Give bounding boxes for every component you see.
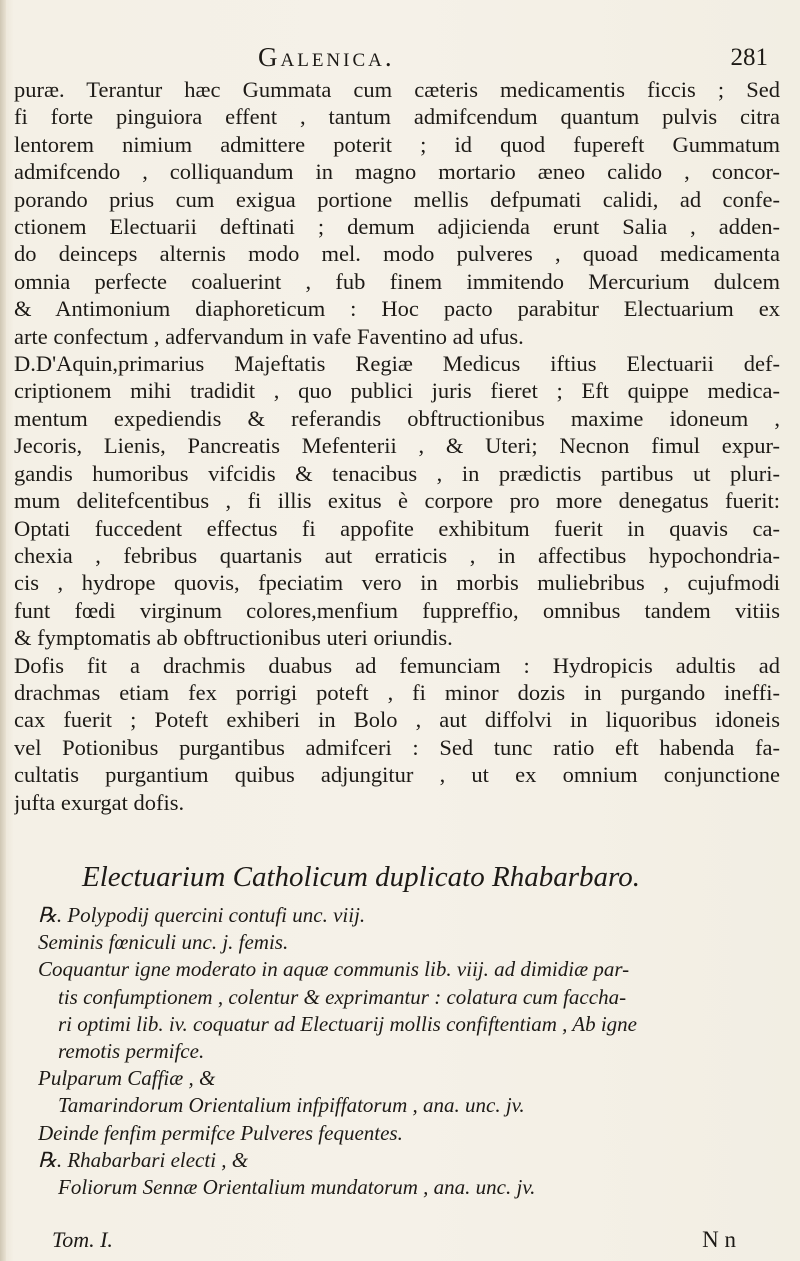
recipe-line: Tamarindorum Orientalium infpiffatorum , ana. unc. jv.	[58, 1093, 525, 1118]
text-line: funt fœdi virginum colores,menfium fuppreffio, omnibus tandem vitiis	[14, 597, 780, 623]
recipe-title: Electuarium Catholicum duplicato Rhabarbaro.	[82, 861, 640, 893]
text-line: Optati fuccedent effectus fi appofite exhibitum fuerit in quavis ca-	[14, 515, 780, 541]
volume-mark: Tom. I.	[52, 1227, 113, 1252]
text-line: cultatis purgantium quibus adjungitur , ut ex omnium conjunctione	[14, 762, 780, 788]
text-line: jufta exurgat dofis.	[14, 789, 185, 815]
recipe-line: ri optimi lib. iv. coquatur ad Electuarij mollis confiftentiam , Ab igne	[58, 1011, 638, 1036]
recipe-line: ℞. Rhabarbari electi , &	[38, 1147, 249, 1172]
recipe-line: tis confumptionem , colentur & exprimantur : colatura cum faccha-	[58, 984, 627, 1009]
text-line: fi forte pinguiora effent , tantum admifcendum quantum pulvis citra	[14, 104, 780, 130]
text-line: lentorem nimium admittere poterit ; id quod fupereft Gummatum	[14, 131, 780, 157]
text-line: omnia perfecte coaluerint , fub finem immitendo Mercurium dulcem	[14, 268, 780, 294]
text-line: vel Potionibus purgantibus admifceri : Sed tunc ratio eft habenda fa-	[14, 734, 780, 760]
text-line: D.D'Aquin,primarius Majeftatis Regiæ Medicus iftius Electuarii def-	[14, 351, 780, 377]
recipe-line: Coquantur igne moderato in aquæ communis lib. viij. ad dimidiæ par-	[38, 957, 630, 982]
recipe-line: Seminis fœniculi unc. j. femis.	[38, 930, 289, 955]
text-line: gandis humoribus vifcidis & tenacibus , in prædictis partibus ut pluri-	[14, 460, 780, 486]
text-line: do deinceps alternis modo mel. modo pulveres , quoad medicamenta	[14, 241, 780, 267]
text-line: cis , hydrope quovis, fpeciatim vero in morbis muliebribus , cujufmodi	[14, 570, 780, 596]
text-line: & fymptomatis ab obftructionibus uteri oriundis.	[14, 625, 453, 651]
text-line: arte confectum , adfervandum in vafe Faventino ad ufus.	[14, 323, 524, 349]
recipe-line: remotis permifce.	[58, 1039, 205, 1064]
text-line: Dofis fit a drachmis duabus ad femunciam : Hydropicis adultis ad	[14, 652, 780, 678]
page-footer	[52, 1227, 782, 1255]
recipe-line: Pulparum Caffiæ , &	[38, 1066, 216, 1091]
running-title: Galenica.	[258, 42, 395, 72]
recipe-line: ℞. Polypodij quercini contufi unc. viij.	[38, 903, 366, 927]
text-line: ctionem Electuarii deftinati ; demum adjicienda erunt Salia , adden-	[14, 214, 780, 240]
text-line: mentum expediendis & referandis obftructionibus maxime idoneum ,	[14, 405, 780, 431]
text-line: mum delitefcentibus , fi illis exitus è corpore pro more denegatus fuerit:	[14, 488, 780, 514]
page-number: 281	[730, 44, 768, 71]
binding-edge	[0, 0, 6, 1261]
text-line: Jecoris, Lienis, Pancreatis Mefenterii , & Uteri; Necnon fimul expur-	[14, 433, 780, 459]
body-text	[14, 76, 780, 816]
text-line: criptionem mihi tradidit , quo publici juris fieret ; Eft quippe medica-	[14, 378, 780, 404]
recipe-list	[38, 902, 780, 1201]
signature-mark: N n	[702, 1227, 736, 1252]
recipe-line: Foliorum Sennæ Orientalium mundatorum , ana. unc. jv.	[58, 1175, 536, 1200]
text-line: porando prius cum exigua portione mellis defpumati calidi, ad confe-	[14, 186, 780, 212]
text-line: drachmas etiam fex porrigi poteft , fi minor dozis in purgando ineffi-	[14, 679, 780, 705]
text-line: admifcendo , colliquandum in magno mortario æneo calido , concor-	[14, 159, 780, 185]
recipe-line: Deinde fenfim permifce Pulveres fequentes.	[38, 1120, 403, 1145]
text-line: puræ. Terantur hæc Gummata cum cæteris medicamentis ficcis ; Sed	[14, 77, 780, 102]
text-line: & Antimonium diaphoreticum : Hoc pacto parabitur Electuarium ex	[14, 296, 780, 322]
text-line: cax fuerit ; Poteft exhiberi in Bolo , aut diffolvi in liquoribus idoneis	[14, 707, 780, 733]
text-line: chexia , febribus quartanis aut erraticis , in affectibus hypochondria-	[14, 542, 780, 568]
